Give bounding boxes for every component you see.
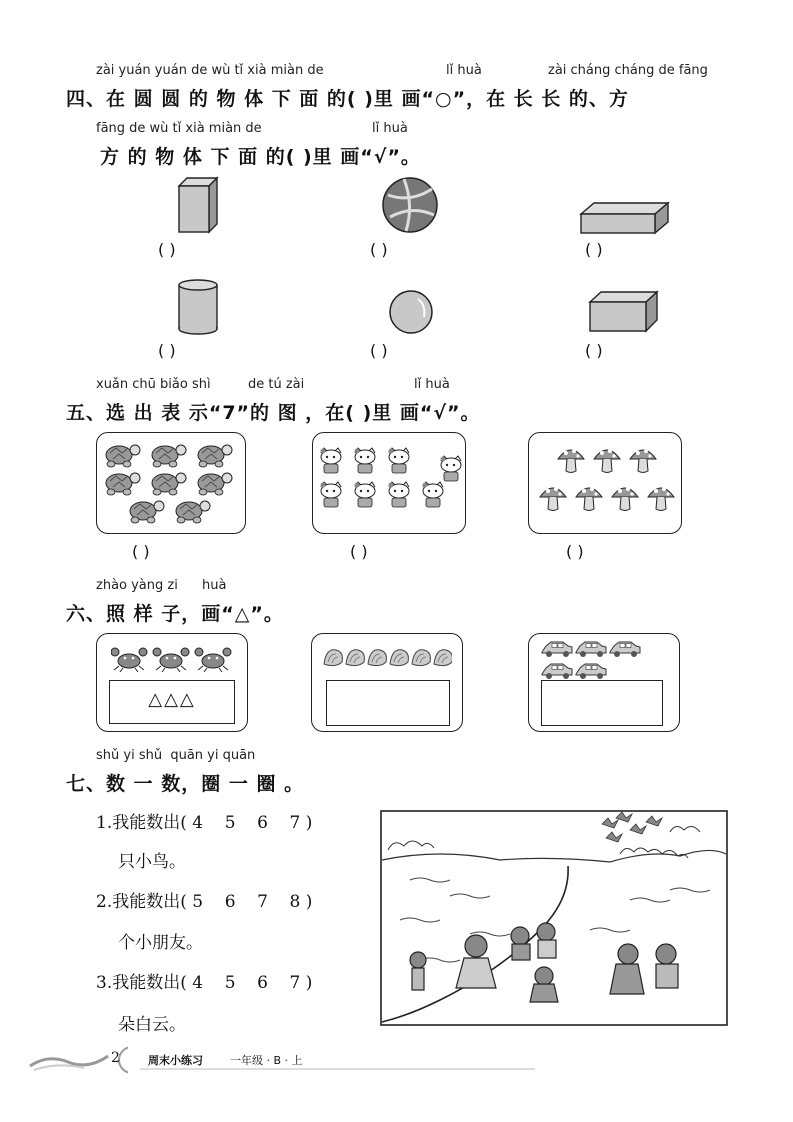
page-number: 2 (111, 1050, 120, 1066)
mushroom-icon (612, 487, 638, 511)
turtle-icon (152, 445, 186, 467)
turtle-icon (152, 473, 186, 495)
q4-pinyin-4: fāng de wù tǐ xià miàn de (96, 121, 262, 136)
q7-line: 七、数 一 数，圈 一 圈 。 (66, 773, 305, 795)
footer-grade: 一年级 · B · 上 (230, 1054, 303, 1067)
kitty-icon (441, 456, 462, 481)
q6-line: 六、照 样 子，画“△”。 (66, 603, 284, 625)
turtle-group (97, 433, 245, 533)
kitty-icon (355, 448, 376, 473)
mushroom-icon (558, 449, 584, 473)
q6-pinyin-2: huà (202, 578, 227, 593)
cube-icon (587, 290, 661, 334)
cylinder-icon (176, 277, 220, 337)
crab-icon (195, 648, 231, 672)
car-icon (576, 664, 606, 679)
car-answer-box[interactable] (541, 680, 663, 726)
kitty-icon (389, 482, 410, 507)
q4-pinyin-3: zài cháng cháng de fāng (548, 63, 708, 78)
crab-box (96, 633, 248, 732)
crab-icon (111, 648, 147, 672)
kitty-icon (321, 482, 342, 507)
q5-pinyin-3: lǐ huà (414, 377, 450, 392)
turtle-icon (106, 473, 140, 495)
q7-item-2-text: 个小朋友。 (118, 933, 203, 953)
cuboid-tall-icon (175, 176, 221, 236)
shell-icon (368, 650, 386, 666)
shell-answer-box[interactable] (326, 680, 450, 726)
turtle-icon (130, 501, 164, 523)
mushroom-icon (594, 449, 620, 473)
car-box (528, 633, 680, 732)
example-triangles: △△△ (148, 689, 196, 710)
crab-answer-box (109, 680, 235, 724)
q7-item-1-options[interactable]: 4 5 6 7 (192, 813, 301, 833)
kitty-icon (423, 482, 444, 507)
q7-pinyin: shǔ yi shǔ quān yi quān (96, 748, 256, 763)
q4-blank-1[interactable]: ( ) (158, 240, 176, 259)
q7-item-2-prefix: 2.我能数出( (96, 892, 187, 912)
q7-item-3-prefix: 3.我能数出( (96, 973, 187, 993)
q7-item-2-options[interactable]: 5 6 7 8 (192, 892, 301, 912)
q4-line2: 方 的 物 体 下 面 的( )里 画“√”。 (100, 146, 421, 168)
q5-pinyin-1: xuǎn chū biǎo shì (96, 377, 211, 392)
mushroom-icon (630, 449, 656, 473)
footer-divider (140, 1068, 535, 1070)
q4-line1: 四、在 圆 圆 的 物 体 下 面 的( )里 画“○”，在 长 长 的、方 (66, 88, 629, 110)
q7-item-1-suffix: ) (305, 813, 313, 833)
q4-blank-3[interactable]: ( ) (585, 240, 603, 259)
car-icon (610, 642, 640, 657)
q5-line: 五、选 出 表 示“7”的 图 ，在( )里 画“√”。 (66, 402, 481, 424)
kitty-group (313, 433, 465, 533)
q5-blank-3[interactable]: ( ) (566, 542, 584, 561)
shell-icon (412, 650, 430, 666)
kitty-box (312, 432, 466, 534)
car-icon (576, 642, 606, 657)
cuboid-flat-icon (578, 200, 672, 236)
car-icon (541, 638, 651, 682)
crab-icon (153, 648, 189, 672)
q7-item-3-suffix: ) (305, 973, 313, 993)
car-icon (542, 642, 572, 657)
car-icon (542, 664, 572, 679)
q4-blank-5[interactable]: ( ) (370, 341, 388, 360)
q6-pinyin-1: zhào yàng zi (96, 578, 178, 593)
mushroom-group (529, 433, 681, 533)
q7-item-1-text: 只小鸟。 (118, 852, 186, 872)
turtle-icon (176, 501, 210, 523)
mushroom-icon (540, 487, 566, 511)
kitty-icon (321, 448, 342, 473)
shell-icon (346, 650, 364, 666)
q4-pinyin-1: zài yuán yuán de wù tǐ xià miàn de (96, 63, 324, 78)
mushroom-icon (648, 487, 674, 511)
q5-blank-1[interactable]: ( ) (132, 542, 150, 561)
sphere-icon (388, 289, 434, 335)
q7-item-1-prefix: 1.我能数出( (96, 813, 187, 833)
q4-pinyin-2: lǐ huà (446, 63, 482, 78)
shell-icon (390, 650, 408, 666)
ball-icon (380, 175, 440, 235)
mushroom-icon (576, 487, 602, 511)
kitty-icon (355, 482, 376, 507)
shell-box (311, 633, 463, 732)
q4-blank-2[interactable]: ( ) (370, 240, 388, 259)
q4-blank-4[interactable]: ( ) (158, 341, 176, 360)
shell-icon (434, 650, 452, 666)
turtle-icon (198, 473, 232, 495)
mushroom-box (528, 432, 682, 534)
q4-blank-6[interactable]: ( ) (585, 341, 603, 360)
beach-scene-icon (380, 810, 728, 1026)
q5-blank-2[interactable]: ( ) (350, 542, 368, 561)
q7-item-2-suffix: ) (305, 892, 313, 912)
turtle-icon (106, 445, 140, 467)
q4-pinyin-5: lǐ huà (372, 121, 408, 136)
turtle-icon (198, 445, 232, 467)
q7-item-3-text: 朵白云。 (118, 1015, 186, 1035)
q5-pinyin-2: de tú zài (248, 377, 305, 392)
shell-icon (322, 642, 452, 672)
turtle-box (96, 432, 246, 534)
shell-icon (324, 650, 342, 666)
crab-icon (111, 644, 233, 672)
kitty-icon (389, 448, 410, 473)
footer-title: 周末小练习 (148, 1054, 203, 1067)
q7-item-3-options[interactable]: 4 5 6 7 (192, 973, 301, 993)
